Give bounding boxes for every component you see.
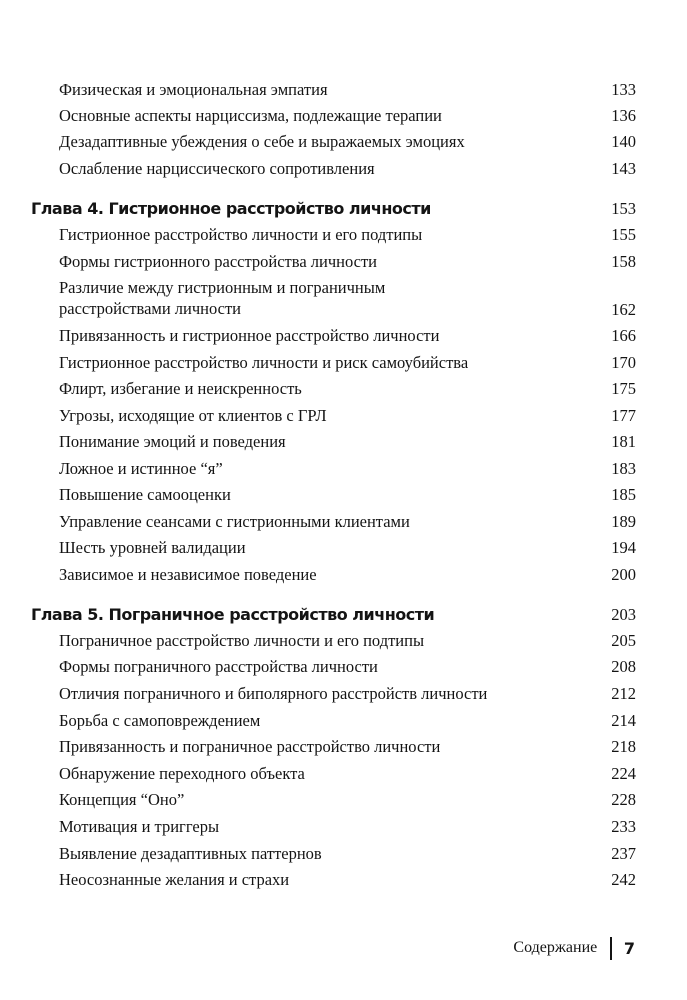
entry-title: Мотивация и триггеры	[59, 817, 220, 836]
entry-title: Гистрионное расстройство личности и риск самоубийства	[59, 353, 469, 372]
page-number: 162	[611, 300, 636, 319]
entry-title: Отличия пограничного и биполярного расстройств личности	[59, 684, 488, 703]
entry-title: Неосознанные желания и страхи	[59, 870, 290, 889]
chapter-title: Глава 4. Гистрионное расстройство личности	[31, 199, 431, 218]
page-number: 242	[611, 870, 636, 889]
page-number: 214	[611, 711, 636, 730]
page-number: 218	[611, 737, 636, 756]
page-number: 143	[611, 159, 636, 178]
page-number: 224	[611, 764, 636, 783]
entry-title: Флирт, избегание и неискренность	[59, 379, 302, 398]
entry-title: Основные аспекты нарциссизма, подлежащие терапии	[59, 106, 442, 125]
page-number: 170	[611, 353, 636, 372]
entry-title: Пограничное расстройство личности и его подтипы	[59, 631, 425, 650]
chapter-title: Глава 5. Пограничное расстройство личности	[31, 605, 435, 624]
page-number: 208	[611, 657, 636, 676]
entry-title: Привязанность и пограничное расстройство личности	[59, 737, 441, 756]
entry-title: Понимание эмоций и поведения	[59, 432, 286, 451]
entry-title: Управление сеансами с гистрионными клиентами	[59, 512, 410, 531]
entry-title: Повышение самооценки	[59, 485, 231, 504]
entry-title: Шесть уровней валидации	[59, 538, 246, 557]
page-number: 177	[611, 406, 636, 425]
page-number: 158	[611, 252, 636, 271]
entry-title: Различие между гистрионным и пограничным расстройствами личности	[59, 278, 386, 318]
entry-title: Гистрионное расстройство личности и его подтипы	[59, 225, 423, 244]
page-number: 175	[611, 379, 636, 398]
entry-title: Концепция “Оно”	[59, 790, 185, 809]
footer-section-label: Содержание	[513, 939, 598, 956]
page-number: 233	[611, 817, 636, 836]
page-number: 136	[611, 106, 636, 125]
page-number: 140	[611, 132, 636, 151]
entry-title: Борьба с самоповреждением	[59, 711, 261, 730]
page-number: 200	[611, 565, 636, 584]
entry-title: Дезадаптивные убеждения о себе и выражаемых эмоциях	[59, 132, 465, 151]
page-number: 189	[611, 512, 636, 531]
entry-title: Обнаружение переходного объекта	[59, 764, 305, 783]
entry-title: Ложное и истинное “я”	[59, 459, 223, 478]
page-number: 133	[611, 80, 636, 99]
entry-title: Формы гистрионного расстройства личности	[59, 252, 377, 271]
page-number: 153	[611, 199, 636, 218]
page-number: 205	[611, 631, 636, 650]
page-number: 181	[611, 432, 636, 451]
page-footer	[513, 936, 635, 960]
footer-separator	[610, 937, 612, 960]
page-number: 183	[611, 459, 636, 478]
footer-page-number: 7	[623, 938, 635, 958]
entry-title: Формы пограничного расстройства личности	[59, 657, 378, 676]
page-number: 155	[611, 225, 636, 244]
page-number: 166	[611, 326, 636, 345]
entry-title: Выявление дезадаптивных паттернов	[59, 844, 322, 863]
entry-title: Угрозы, исходящие от клиентов с ГРЛ	[59, 406, 327, 425]
entry-title: Ослабление нарциссического сопротивления	[59, 159, 375, 178]
entry-title: Привязанность и гистрионное расстройство личности	[59, 326, 440, 345]
page-number: 194	[611, 538, 636, 557]
entry-title: Физическая и эмоциональная эмпатия	[59, 80, 328, 99]
page-number: 203	[611, 605, 636, 624]
entry-title: Зависимое и независимое поведение	[59, 565, 317, 584]
page-number: 185	[611, 485, 636, 504]
page-number: 212	[611, 684, 636, 703]
page-number: 237	[611, 844, 636, 863]
page-number: 228	[611, 790, 636, 809]
